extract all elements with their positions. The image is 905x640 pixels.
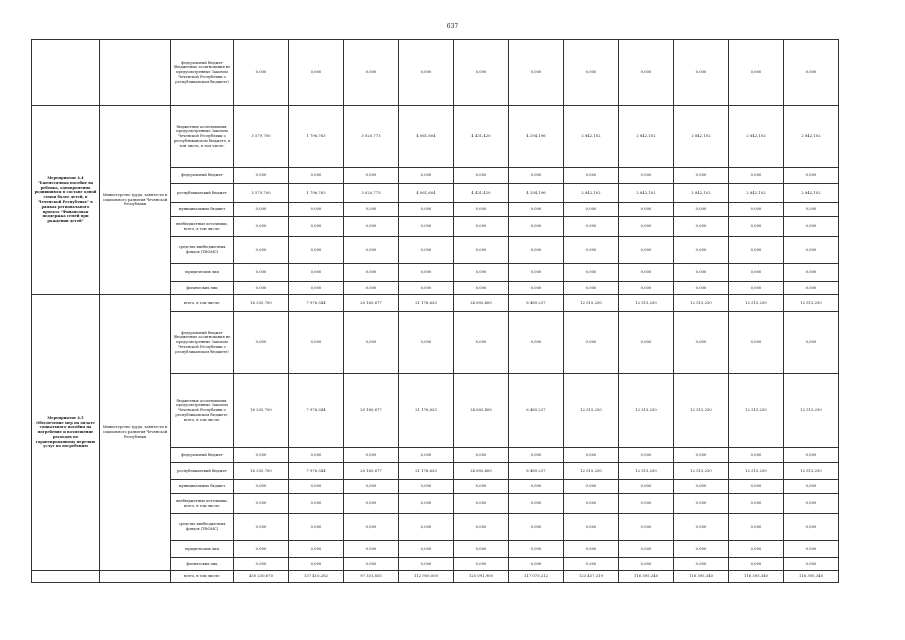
amount-cell: 1 796,763 bbox=[289, 106, 344, 168]
amount-cell: 0,000 bbox=[509, 514, 564, 541]
amount-cell: 0,000 bbox=[344, 558, 399, 571]
amount-cell: 0,000 bbox=[784, 264, 839, 282]
amount-cell: 0,000 bbox=[509, 312, 564, 374]
amount-cell: 20 165,677 bbox=[344, 374, 399, 448]
funding-source-cell: федеральный бюджет (бюджетные ассигнования не предусмотренные Законом Чеченской Республики о республиканском бюджете) bbox=[171, 312, 234, 374]
amount-cell: 0,000 bbox=[564, 203, 619, 217]
amount-cell: 16 335,700 bbox=[234, 463, 289, 480]
funding-source-cell: юридических лиц bbox=[171, 264, 234, 282]
amount-cell: 0,000 bbox=[454, 541, 509, 558]
amount-cell: 450 230,670 bbox=[234, 571, 289, 583]
table-row bbox=[32, 571, 839, 583]
amount-cell: 0,000 bbox=[289, 312, 344, 374]
amount-cell: 0,000 bbox=[509, 541, 564, 558]
amount-cell: 0,000 bbox=[729, 40, 784, 106]
amount-cell: 0,000 bbox=[344, 264, 399, 282]
amount-cell: 0,000 bbox=[619, 203, 674, 217]
amount-cell: 4 061,604 bbox=[399, 106, 454, 168]
amount-cell: 2 842,102 bbox=[784, 106, 839, 168]
executor-cell bbox=[100, 571, 171, 583]
amount-cell: 0,000 bbox=[564, 514, 619, 541]
funding-source-cell: внебюджетные источники, всего, в том числе: bbox=[171, 494, 234, 514]
amount-cell: 0,000 bbox=[399, 514, 454, 541]
amount-cell: 4 294,196 bbox=[509, 184, 564, 203]
amount-cell: 116 395,340 bbox=[674, 571, 729, 583]
amount-cell: 0,000 bbox=[399, 203, 454, 217]
amount-cell: 0,000 bbox=[399, 448, 454, 463]
amount-cell: 0,000 bbox=[234, 203, 289, 217]
amount-cell: 0,000 bbox=[289, 217, 344, 237]
amount-cell: 7 976,344 bbox=[289, 463, 344, 480]
amount-cell: 0,000 bbox=[784, 514, 839, 541]
amount-cell: 0,000 bbox=[234, 448, 289, 463]
amount-cell: 12 515,250 bbox=[674, 374, 729, 448]
amount-cell: 97 331,855 bbox=[344, 571, 399, 583]
amount-cell: 0,000 bbox=[674, 217, 729, 237]
funding-source-cell: республиканский бюджет bbox=[171, 463, 234, 480]
funding-source-cell: средства внебюджетных фондов (ТФОМС) bbox=[171, 237, 234, 264]
funding-source-cell: федеральный бюджет bbox=[171, 448, 234, 463]
amount-cell: 0,000 bbox=[399, 494, 454, 514]
amount-cell: 0,000 bbox=[729, 217, 784, 237]
executor-cell bbox=[100, 40, 171, 106]
amount-cell: 0,000 bbox=[234, 541, 289, 558]
amount-cell: 0,000 bbox=[234, 494, 289, 514]
amount-cell: 16 335,700 bbox=[234, 374, 289, 448]
amount-cell: 0,000 bbox=[234, 558, 289, 571]
amount-cell: 0,000 bbox=[619, 217, 674, 237]
amount-cell: 0,000 bbox=[674, 448, 729, 463]
amount-cell: 0,000 bbox=[619, 494, 674, 514]
amount-cell: 0,000 bbox=[289, 40, 344, 106]
amount-cell: 0,000 bbox=[619, 514, 674, 541]
measure-name-cell: Мероприятие 4.4 "Ежемесячная пособие на ребенка, одновременно родившимся в составе одной семьи более детей, в Чеченской Республике" в рамках регионального проекта "Финансовая поддержка семей при рождении детей" bbox=[32, 106, 100, 295]
amount-cell: 0,000 bbox=[674, 168, 729, 184]
amount-cell: 0,000 bbox=[289, 203, 344, 217]
amount-cell: 0,000 bbox=[454, 264, 509, 282]
amount-cell: 16 335,700 bbox=[234, 295, 289, 312]
amount-cell: 0,000 bbox=[784, 558, 839, 571]
amount-cell: 0,000 bbox=[729, 480, 784, 494]
amount-cell: 0,000 bbox=[674, 264, 729, 282]
amount-cell: 0,000 bbox=[729, 494, 784, 514]
amount-cell: 117 075,212 bbox=[509, 571, 564, 583]
amount-cell: 0,000 bbox=[234, 282, 289, 295]
amount-cell: 0,000 bbox=[509, 448, 564, 463]
amount-cell: 0,000 bbox=[564, 312, 619, 374]
amount-cell: 0,000 bbox=[344, 312, 399, 374]
funding-source-cell: бюджетные ассигнования, предусмотренные Законом Чеченской Республики о республиканском бюджете, в том числе, в том числе: bbox=[171, 106, 234, 168]
amount-cell: 0,000 bbox=[234, 40, 289, 106]
amount-cell: 0,000 bbox=[344, 168, 399, 184]
funding-source-cell: муниципальных бюджет bbox=[171, 203, 234, 217]
funding-source-cell: всего, в том числе: bbox=[171, 295, 234, 312]
page-number: 637 bbox=[446, 23, 459, 30]
amount-cell: 0,000 bbox=[564, 541, 619, 558]
amount-cell: 0,000 bbox=[234, 237, 289, 264]
amount-cell: 0,000 bbox=[674, 312, 729, 374]
amount-cell: 0,000 bbox=[399, 541, 454, 558]
amount-cell: 12 515,250 bbox=[674, 295, 729, 312]
amount-cell: 4 294,196 bbox=[509, 106, 564, 168]
funding-source-cell: муниципальных бюджет bbox=[171, 480, 234, 494]
amount-cell: 0,000 bbox=[729, 541, 784, 558]
amount-cell: 0,000 bbox=[784, 541, 839, 558]
amount-cell: 116 395,340 bbox=[784, 571, 839, 583]
funding-source-cell: всего, в том числе: bbox=[171, 571, 234, 583]
amount-cell: 12 515,250 bbox=[784, 374, 839, 448]
amount-cell: 24 693,400 bbox=[454, 374, 509, 448]
amount-cell: 0,000 bbox=[564, 40, 619, 106]
amount-cell: 0,000 bbox=[509, 558, 564, 571]
amount-cell: 0,000 bbox=[729, 264, 784, 282]
amount-cell: 0,000 bbox=[619, 40, 674, 106]
amount-cell: 0,000 bbox=[234, 514, 289, 541]
amount-cell: 0,000 bbox=[399, 282, 454, 295]
amount-cell: 0,000 bbox=[509, 40, 564, 106]
amount-cell: 0,000 bbox=[674, 282, 729, 295]
amount-cell: 4 431,420 bbox=[454, 184, 509, 203]
amount-cell: 137 410,282 bbox=[289, 571, 344, 583]
funding-source-cell: средства внебюджетных фондов (ТФОМС) bbox=[171, 514, 234, 541]
amount-cell: 0,000 bbox=[729, 203, 784, 217]
amount-cell: 0,000 bbox=[564, 168, 619, 184]
executor-cell: Министерство труда, занятости и социального развития Чеченской Республики bbox=[100, 106, 171, 295]
measure-name-cell: Мероприятие 4.5 Обеспечение мер по оплате социального пособия на погребение и возмещение расходов по гарантированному перечню услуг по погребению bbox=[32, 295, 100, 571]
funding-source-cell: юридических лиц bbox=[171, 541, 234, 558]
funding-source-cell: внебюджетные источники, всего, в том числе: bbox=[171, 217, 234, 237]
amount-cell: 123 457,319 bbox=[564, 571, 619, 583]
amount-cell: 0,000 bbox=[344, 40, 399, 106]
amount-cell: 0,000 bbox=[729, 312, 784, 374]
amount-cell: 0,000 bbox=[564, 264, 619, 282]
amount-cell: 2 842,102 bbox=[619, 184, 674, 203]
amount-cell: 12 515,250 bbox=[729, 463, 784, 480]
amount-cell: 0,000 bbox=[454, 203, 509, 217]
amount-cell: 0,000 bbox=[784, 237, 839, 264]
amount-cell: 0,000 bbox=[344, 282, 399, 295]
amount-cell: 21 176,633 bbox=[399, 295, 454, 312]
amount-cell: 0,000 bbox=[509, 264, 564, 282]
amount-cell: 0,000 bbox=[564, 494, 619, 514]
amount-cell: 0,000 bbox=[619, 312, 674, 374]
amount-cell: 4 061,604 bbox=[399, 184, 454, 203]
amount-cell: 24 693,400 bbox=[454, 463, 509, 480]
amount-cell: 0,000 bbox=[289, 480, 344, 494]
table-row bbox=[32, 106, 839, 168]
amount-cell: 0,000 bbox=[784, 480, 839, 494]
amount-cell: 2 842,102 bbox=[729, 184, 784, 203]
amount-cell: 0,000 bbox=[399, 558, 454, 571]
amount-cell: 0,000 bbox=[399, 237, 454, 264]
amount-cell: 0,000 bbox=[344, 480, 399, 494]
executor-cell: Министерство труда, занятости и социального развития Чеченской Республики bbox=[100, 295, 171, 571]
amount-cell: 0,000 bbox=[289, 494, 344, 514]
amount-cell: 0,000 bbox=[674, 480, 729, 494]
amount-cell: 0,000 bbox=[509, 217, 564, 237]
amount-cell: 6 469,237 bbox=[509, 295, 564, 312]
amount-cell: 0,000 bbox=[454, 480, 509, 494]
amount-cell: 0,000 bbox=[784, 217, 839, 237]
amount-cell: 0,000 bbox=[729, 514, 784, 541]
table-row bbox=[32, 40, 839, 106]
amount-cell: 0,000 bbox=[674, 237, 729, 264]
amount-cell: 0,000 bbox=[454, 514, 509, 541]
funding-source-cell: физических лиц bbox=[171, 558, 234, 571]
amount-cell: 12 515,250 bbox=[619, 374, 674, 448]
amount-cell: 12 515,250 bbox=[564, 295, 619, 312]
amount-cell: 2 842,102 bbox=[564, 106, 619, 168]
amount-cell: 0,000 bbox=[619, 541, 674, 558]
budget-table-body bbox=[32, 40, 839, 583]
amount-cell: 0,000 bbox=[564, 448, 619, 463]
amount-cell: 12 515,250 bbox=[784, 295, 839, 312]
measure-name-cell bbox=[32, 571, 100, 583]
amount-cell: 1 796,763 bbox=[289, 184, 344, 203]
amount-cell: 0,000 bbox=[344, 448, 399, 463]
amount-cell: 24 693,400 bbox=[454, 295, 509, 312]
amount-cell: 0,000 bbox=[564, 480, 619, 494]
amount-cell: 3 579,700 bbox=[234, 184, 289, 203]
amount-cell: 4 431,420 bbox=[454, 106, 509, 168]
amount-cell: 0,000 bbox=[289, 514, 344, 541]
amount-cell: 0,000 bbox=[234, 168, 289, 184]
amount-cell: 0,000 bbox=[399, 264, 454, 282]
amount-cell: 0,000 bbox=[619, 168, 674, 184]
funding-source-cell: республиканский бюджет bbox=[171, 184, 234, 203]
amount-cell: 6 469,237 bbox=[509, 463, 564, 480]
amount-cell: 0,000 bbox=[344, 494, 399, 514]
amount-cell: 0,000 bbox=[564, 237, 619, 264]
amount-cell: 0,000 bbox=[729, 237, 784, 264]
amount-cell: 2 842,102 bbox=[674, 106, 729, 168]
amount-cell: 0,000 bbox=[399, 40, 454, 106]
funding-source-cell: федеральный бюджет (бюджетные ассигнования не предусмотренные Законом Чеченской Республики о республиканском бюджете) bbox=[171, 40, 234, 106]
amount-cell: 0,000 bbox=[234, 264, 289, 282]
table-row bbox=[32, 295, 839, 312]
amount-cell: 12 515,250 bbox=[564, 463, 619, 480]
amount-cell: 0,000 bbox=[784, 203, 839, 217]
amount-cell: 0,000 bbox=[289, 168, 344, 184]
amount-cell: 12 515,250 bbox=[784, 463, 839, 480]
amount-cell: 12 515,250 bbox=[729, 374, 784, 448]
amount-cell: 0,000 bbox=[509, 282, 564, 295]
amount-cell: 2 842,102 bbox=[729, 106, 784, 168]
amount-cell: 0,000 bbox=[399, 217, 454, 237]
amount-cell: 0,000 bbox=[784, 448, 839, 463]
amount-cell: 7 976,344 bbox=[289, 295, 344, 312]
amount-cell: 0,000 bbox=[674, 558, 729, 571]
amount-cell: 116 395,340 bbox=[729, 571, 784, 583]
amount-cell: 0,000 bbox=[454, 282, 509, 295]
amount-cell: 0,000 bbox=[729, 558, 784, 571]
amount-cell: 2 842,102 bbox=[674, 184, 729, 203]
amount-cell: 0,000 bbox=[619, 237, 674, 264]
amount-cell: 21 176,633 bbox=[399, 374, 454, 448]
amount-cell: 6 469,237 bbox=[509, 374, 564, 448]
amount-cell: 0,000 bbox=[454, 494, 509, 514]
amount-cell: 0,000 bbox=[234, 217, 289, 237]
amount-cell: 0,000 bbox=[619, 264, 674, 282]
amount-cell: 0,000 bbox=[454, 237, 509, 264]
amount-cell: 0,000 bbox=[784, 40, 839, 106]
funding-source-cell: бюджетные ассигнования, предусмотренные Законом Чеченской Республики о республиканском бюджете, всего, в том числе: bbox=[171, 374, 234, 448]
amount-cell: 0,000 bbox=[289, 541, 344, 558]
amount-cell: 0,000 bbox=[784, 168, 839, 184]
amount-cell: 21 176,633 bbox=[399, 463, 454, 480]
amount-cell: 0,000 bbox=[454, 448, 509, 463]
amount-cell: 0,000 bbox=[729, 282, 784, 295]
amount-cell: 0,000 bbox=[729, 168, 784, 184]
amount-cell: 0,000 bbox=[344, 541, 399, 558]
amount-cell: 0,000 bbox=[509, 480, 564, 494]
amount-cell: 0,000 bbox=[564, 217, 619, 237]
measure-name-cell bbox=[32, 40, 100, 106]
amount-cell: 0,000 bbox=[399, 312, 454, 374]
amount-cell: 0,000 bbox=[454, 168, 509, 184]
amount-cell: 20 165,677 bbox=[344, 295, 399, 312]
amount-cell: 0,000 bbox=[234, 312, 289, 374]
budget-table bbox=[31, 39, 839, 583]
amount-cell: 2 842,102 bbox=[564, 184, 619, 203]
funding-source-cell: федеральный бюджет bbox=[171, 168, 234, 184]
amount-cell: 0,000 bbox=[564, 282, 619, 295]
amount-cell: 0,000 bbox=[729, 448, 784, 463]
amount-cell: 12 515,250 bbox=[674, 463, 729, 480]
amount-cell: 12 515,250 bbox=[564, 374, 619, 448]
amount-cell: 0,000 bbox=[509, 168, 564, 184]
amount-cell: 0,000 bbox=[619, 282, 674, 295]
amount-cell: 0,000 bbox=[289, 282, 344, 295]
amount-cell: 3 020,773 bbox=[344, 106, 399, 168]
amount-cell: 3 020,773 bbox=[344, 184, 399, 203]
amount-cell: 0,000 bbox=[454, 40, 509, 106]
amount-cell: 0,000 bbox=[454, 217, 509, 237]
amount-cell: 0,000 bbox=[344, 217, 399, 237]
amount-cell: 0,000 bbox=[509, 494, 564, 514]
amount-cell: 0,000 bbox=[454, 558, 509, 571]
amount-cell: 0,000 bbox=[674, 203, 729, 217]
amount-cell: 0,000 bbox=[399, 168, 454, 184]
amount-cell: 0,000 bbox=[344, 514, 399, 541]
amount-cell: 2 842,102 bbox=[784, 184, 839, 203]
amount-cell: 0,000 bbox=[784, 282, 839, 295]
amount-cell: 0,000 bbox=[234, 480, 289, 494]
amount-cell: 0,000 bbox=[619, 558, 674, 571]
amount-cell: 12 515,250 bbox=[619, 463, 674, 480]
amount-cell: 12 515,250 bbox=[619, 295, 674, 312]
amount-cell: 0,000 bbox=[289, 264, 344, 282]
amount-cell: 112 950,000 bbox=[399, 571, 454, 583]
amount-cell: 125 091,900 bbox=[454, 571, 509, 583]
amount-cell: 2 842,102 bbox=[619, 106, 674, 168]
amount-cell: 0,000 bbox=[784, 494, 839, 514]
amount-cell: 20 165,677 bbox=[344, 463, 399, 480]
amount-cell: 0,000 bbox=[619, 480, 674, 494]
funding-source-cell: физических лиц bbox=[171, 282, 234, 295]
amount-cell: 0,000 bbox=[509, 203, 564, 217]
amount-cell: 0,000 bbox=[289, 237, 344, 264]
amount-cell: 0,000 bbox=[289, 558, 344, 571]
amount-cell: 0,000 bbox=[399, 480, 454, 494]
amount-cell: 3 579,700 bbox=[234, 106, 289, 168]
amount-cell: 0,000 bbox=[674, 541, 729, 558]
amount-cell: 0,000 bbox=[344, 237, 399, 264]
amount-cell: 12 515,250 bbox=[729, 295, 784, 312]
amount-cell: 0,000 bbox=[674, 514, 729, 541]
amount-cell: 0,000 bbox=[674, 40, 729, 106]
amount-cell: 0,000 bbox=[509, 237, 564, 264]
amount-cell: 7 976,344 bbox=[289, 374, 344, 448]
amount-cell: 0,000 bbox=[289, 448, 344, 463]
amount-cell: 0,000 bbox=[564, 558, 619, 571]
amount-cell: 0,000 bbox=[619, 448, 674, 463]
amount-cell: 0,000 bbox=[784, 312, 839, 374]
amount-cell: 0,000 bbox=[674, 494, 729, 514]
amount-cell: 116 395,340 bbox=[619, 571, 674, 583]
amount-cell: 0,000 bbox=[344, 203, 399, 217]
amount-cell: 0,000 bbox=[454, 312, 509, 374]
